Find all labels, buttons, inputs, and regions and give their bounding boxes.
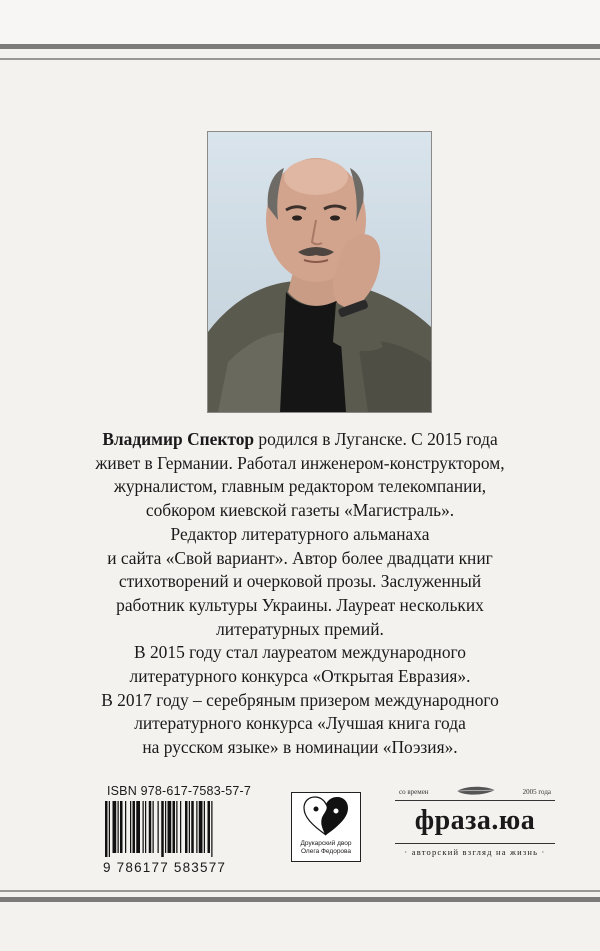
yin-yang-heart-icon: [292, 793, 360, 839]
bio-line: и сайта «Свой вариант». Автор более двадцати книг: [107, 547, 493, 568]
bio-line: журналистом, главным редактором телекомпании,: [113, 476, 487, 497]
bio-line: стихотворений и очерковой прозы. Заслуженный: [118, 571, 482, 592]
publisher-since: со времен: [399, 788, 429, 796]
top-band: [0, 0, 600, 48]
feather-icon: [455, 785, 497, 797]
bio-line: Редактор литературного альманаха: [170, 523, 430, 544]
printer-name: Друкарский двор Олега Федорова: [300, 840, 352, 855]
publisher-slogan: · авторский взгляд на жизнь ·: [404, 847, 546, 857]
publisher-name: фраза.юа: [414, 805, 536, 836]
bio-line: Владимир Спектор родился в Луганске. С 2015 года: [102, 429, 498, 449]
bio-line: В 2017 году – серебряным призером международного: [101, 689, 499, 710]
bio-line: литературного конкурса «Лучшая книга года: [134, 713, 466, 734]
publisher-logo: [395, 783, 555, 863]
isbn-label: ISBN 978-617-7583-57-7: [106, 784, 252, 798]
bio-line: на русском языке» в номинации «Поэзия».: [142, 737, 458, 758]
bio-line: собкором киевской газеты «Магистраль».: [145, 500, 455, 521]
top-thin-rule: [0, 58, 600, 60]
author-biography: [60, 428, 540, 760]
barcode-digits: 9 786177 583577: [103, 860, 227, 875]
bio-line: В 2015 году стал лауреатом международного: [134, 642, 466, 663]
barcode: [103, 801, 255, 857]
publisher-year: 2005 года: [522, 788, 551, 796]
bio-line: литературного конкурса «Открытая Евразия».: [129, 666, 471, 687]
publisher-bottom-line: [395, 843, 555, 844]
printer-logo: [291, 792, 361, 862]
bio-line: литературных премий.: [216, 618, 384, 639]
author-name: Владимир Спектор: [102, 429, 255, 449]
author-photo: [207, 131, 432, 413]
bio-line: живет в Германии. Работал инженером-конструктором,: [95, 452, 505, 473]
bottom-thin-rule: [0, 890, 600, 892]
bottom-rule: [0, 897, 600, 902]
top-rule: [0, 44, 600, 49]
bio-line: работник культуры Украины. Лауреат нескольких: [116, 594, 484, 615]
publisher-top-line: [395, 800, 555, 801]
isbn-block: [103, 784, 255, 875]
